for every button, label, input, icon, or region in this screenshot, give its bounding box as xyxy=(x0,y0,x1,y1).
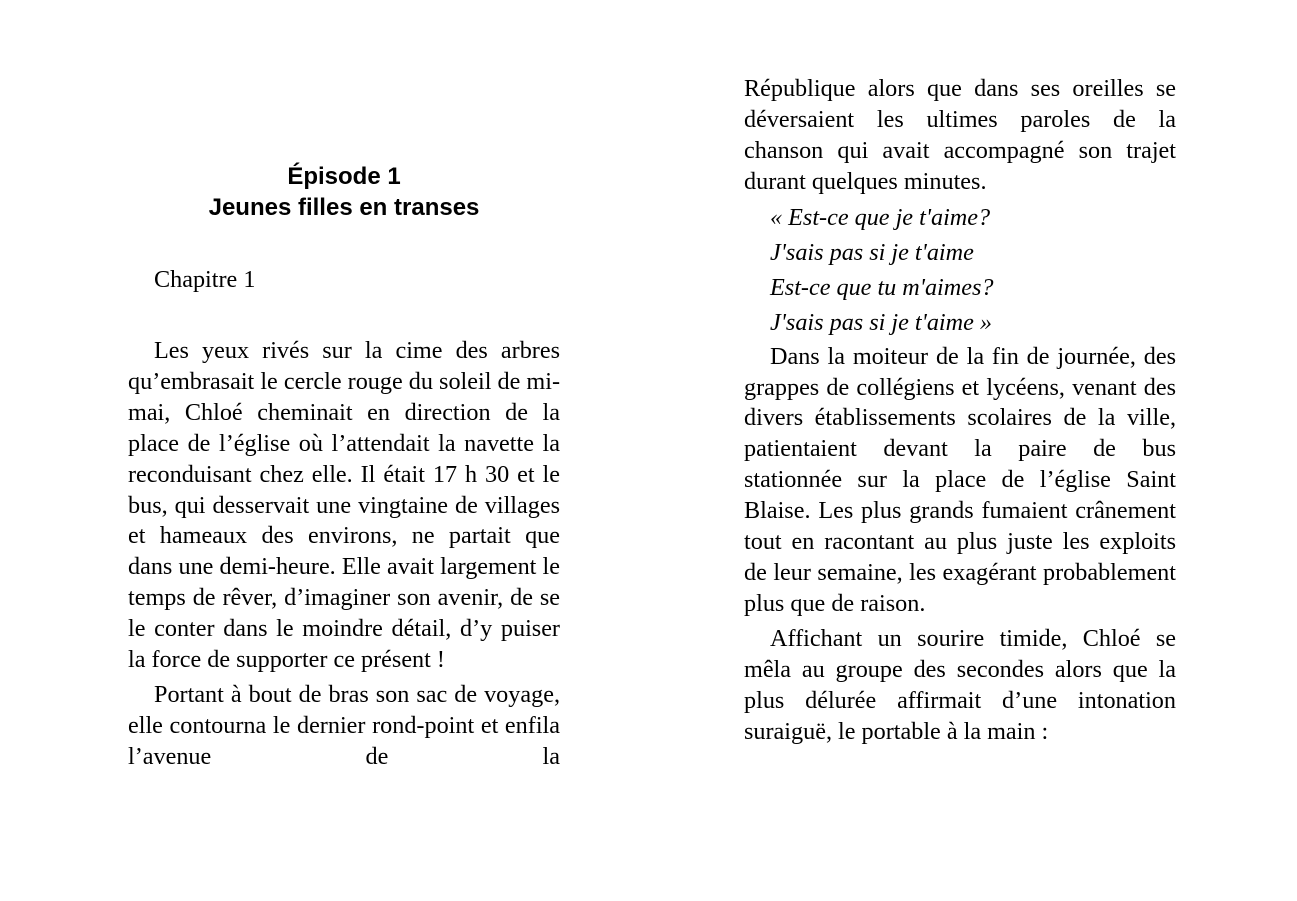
verse-line: « Est-ce que je t'aime? xyxy=(770,203,991,231)
chapter-heading: Chapitre 1 xyxy=(154,266,256,293)
left-page-body xyxy=(128,336,560,773)
paragraph-continued: République alors que dans ses oreilles se déversaient les ultimes paroles de la chanson qui avait accompagné son trajet durant quelques minutes. xyxy=(744,75,1176,195)
verse-line: J'sais pas si je t'aime xyxy=(770,238,974,266)
right-page-body xyxy=(744,74,1176,747)
paragraph: Dans la moiteur de la fin de journée, des grappes de collégiens et lycéens, venant des divers établissements scolaires de la ville, patientaient devant la paire de bus stationnée sur la place de l’église Saint Blaise. Les plus grands fumaient crânement tout en racontant au plus juste les exploits de leur semaine, les exagérant probablement plus que de raison. xyxy=(744,342,1176,617)
paragraph: Portant à bout de bras son sac de voyage, elle contourna le dernier rond-point et enfila l’avenue de la xyxy=(128,680,560,770)
verse-line: Est-ce que tu m'aimes? xyxy=(770,273,994,301)
paragraph: Affichant un sourire timide, Chloé se mêla au groupe des secondes alors que la plus délurée affirmait d’une intonation suraiguë, le portable à la main : xyxy=(744,624,1176,745)
song-lyrics xyxy=(744,200,1176,340)
episode-subtitle: Jeunes filles en transes xyxy=(208,194,480,221)
verse-line: J'sais pas si je t'aime » xyxy=(770,308,992,336)
paragraph: Les yeux rivés sur la cime des arbres qu’embrasait le cercle rouge du soleil de mi-mai, Chloé cheminait en direction de la place de l’église où l’attendait la navette la reconduisant chez elle. Il était 17 h 30 et le bus, qui desservait une vingtaine de villages et hameaux des environs, ne partait que dans une demi-heure. Elle avait largement le temps de rêver, d’imaginer son avenir, de se le conter dans le moindre détail, d’y puiser la force de supporter ce présent ! xyxy=(128,337,560,674)
episode-title: Épisode 1 xyxy=(287,163,401,190)
